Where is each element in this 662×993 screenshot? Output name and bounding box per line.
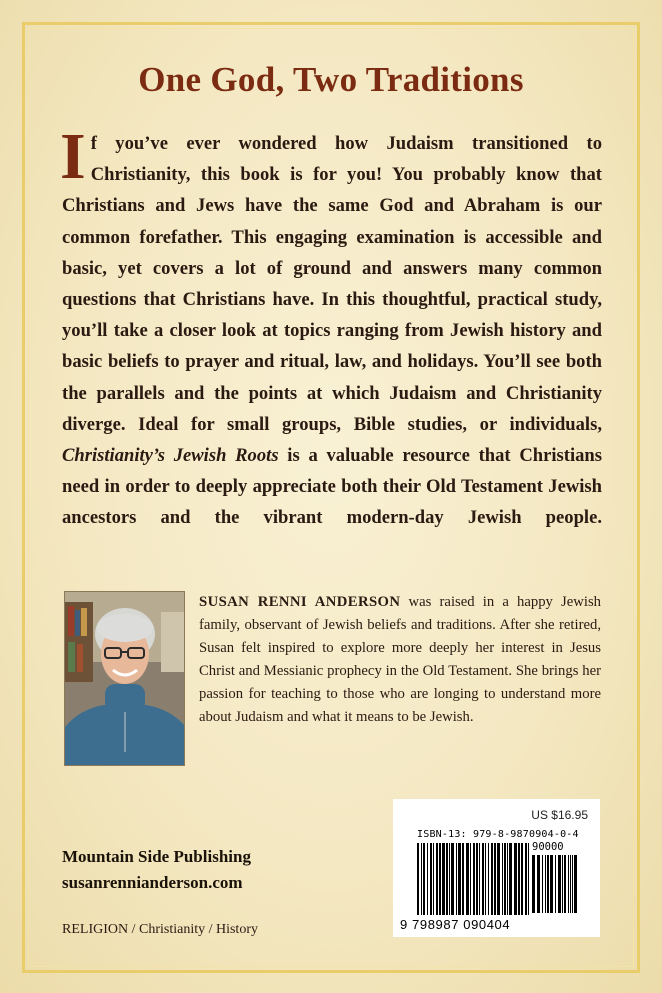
barcode-bar	[532, 855, 535, 913]
barcode-bar	[507, 843, 508, 915]
barcode-bar	[547, 855, 549, 913]
barcode-bar	[470, 843, 471, 915]
barcode-bar	[439, 843, 441, 915]
author-photo	[64, 591, 185, 766]
barcode-bar	[479, 843, 480, 915]
price-label: US $16.95	[531, 808, 588, 822]
cover-title: One God, Two Traditions	[138, 60, 524, 99]
barcode-bar	[568, 855, 569, 913]
barcode-bar	[509, 843, 512, 915]
barcode-bar	[456, 843, 457, 915]
author-portrait-image	[65, 592, 185, 766]
barcode-bar	[485, 843, 486, 915]
author-name: SUSAN RENNI ANDERSON	[199, 594, 401, 610]
barcode-bar	[473, 843, 475, 915]
ean-number: 9 798987 090404	[400, 917, 511, 932]
publisher-name: Mountain Side Publishing	[62, 847, 251, 866]
barcode-bar	[436, 843, 438, 915]
barcode-bar	[427, 843, 428, 915]
drop-cap: I	[60, 120, 86, 193]
barcode-bar	[417, 843, 419, 915]
barcode-bar	[564, 855, 566, 913]
barcode-bar	[446, 843, 448, 915]
isbn-label: ISBN-13: 979-8-9870904-0-4	[417, 829, 579, 840]
barcode-bar	[504, 843, 506, 915]
barcode-bar	[476, 843, 478, 915]
barcode-bar	[550, 855, 553, 913]
bisac-category: RELIGION / Christianity / History	[62, 922, 258, 937]
barcode-bar	[430, 843, 432, 915]
barcode-bar	[542, 855, 543, 913]
barcode-bar	[558, 855, 561, 913]
barcode-bar	[528, 843, 529, 915]
barcode-bar	[442, 843, 445, 915]
barcode-bar	[497, 843, 500, 915]
description-text-1: f you’ve ever wondered how Judaism transitioned to Christianity, this book is for you! You probably know that Christians and Jews have the same God and Abraham is our common forefather. This engaging examination is accessible and basic, yet covers a lot of ground and answers many common questions that Christians have. In this thoughtful, practical study, you’ll take a closer look at topics ranging from Jewish history and basic beliefs to prayer and ritual, law, and holidays. You’ll see both the parallels and the points at which Judaism and Christianity diverge. Ideal for small groups, Bible studies, or individuals,	[62, 133, 602, 435]
barcode-bar	[423, 843, 425, 915]
barcode-panel	[393, 799, 600, 937]
author-bio	[199, 591, 601, 729]
barcode-bar	[572, 855, 573, 913]
barcode-bar	[555, 855, 556, 913]
barcode-bar	[545, 855, 546, 913]
barcode-bar	[491, 843, 493, 915]
barcode-bar	[466, 843, 469, 915]
barcode-bar	[482, 843, 484, 915]
barcode-bar	[488, 843, 489, 915]
barcode-bar	[494, 843, 496, 915]
barcode-bar	[562, 855, 563, 913]
description-text-2: is a valuable resource that Christians need in order to deeply appreciate both their Old Testament Jewish ancestors and the vibrant modern-day Jewish people.	[62, 445, 603, 529]
barcode-bar	[574, 855, 577, 913]
price-addon-label: 90000	[532, 841, 564, 853]
barcode-bar	[433, 843, 434, 915]
barcode-bar	[525, 843, 527, 915]
barcode-bar	[451, 843, 454, 915]
barcode-bar	[521, 843, 523, 915]
book-title-italic: Christianity’s Jewish Roots	[62, 445, 279, 467]
publisher-website: susanrennianderson.com	[62, 873, 243, 892]
book-description	[60, 120, 603, 534]
barcode-bar	[518, 843, 520, 915]
barcode-bar	[462, 843, 464, 915]
barcode-bar	[502, 843, 503, 915]
barcode-bar	[514, 843, 517, 915]
barcode-bar	[449, 843, 450, 915]
addon-barcode	[532, 855, 582, 915]
barcode-bar	[570, 855, 571, 913]
barcode-bar	[458, 843, 461, 915]
ean-barcode	[417, 843, 529, 915]
barcode-bar	[537, 855, 540, 913]
author-bio-text: was raised in a happy Jewish family, observant of Jewish beliefs and traditions. After she retired, Susan felt inspired to explore more deeply her interest in Jesus Christ and Messianic prophecy in the Old Testament. She brings her passion for teaching to those who are longing to understand more about Judaism and what it means to be Jewish.	[199, 594, 602, 725]
barcode-bar	[421, 843, 422, 915]
publisher-block	[62, 844, 251, 896]
